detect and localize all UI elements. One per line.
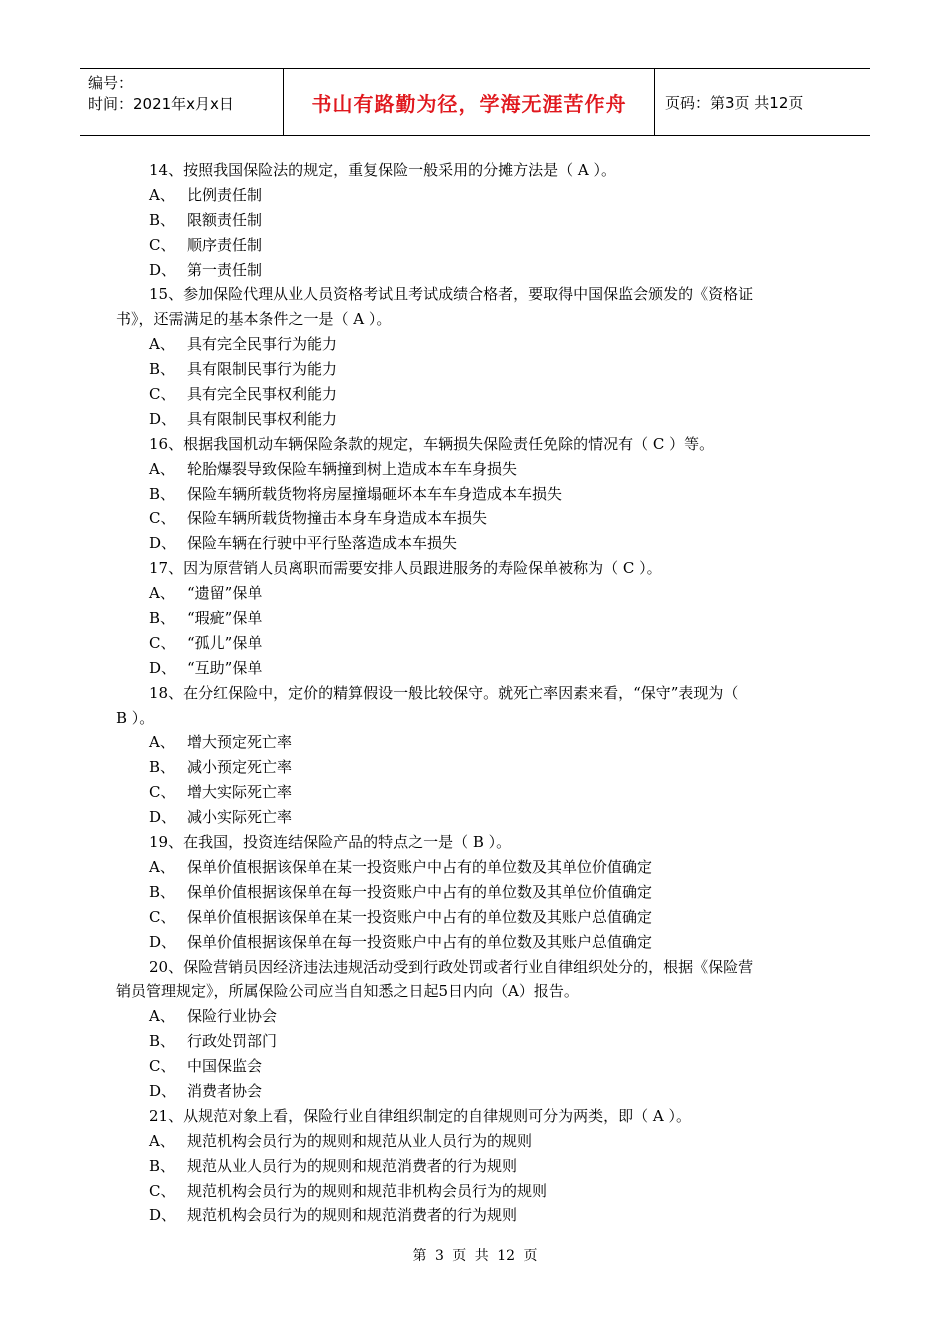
number-label: 编号： bbox=[88, 74, 134, 92]
option-text: “遗留”保单 bbox=[187, 584, 263, 603]
answer-option bbox=[116, 1129, 836, 1154]
option-text: 规范从业人员行为的规则和规范消费者的行为规则 bbox=[187, 1156, 518, 1175]
option-text: 规范机构会员行为的规则和规范消费者的行为规则 bbox=[187, 1206, 518, 1225]
option-label: A、 bbox=[149, 733, 175, 752]
option-text: 保单价值根据该保单在某一投资账户中占有的单位数及其单位价值确定 bbox=[187, 857, 653, 876]
answer-option bbox=[116, 1054, 836, 1079]
option-label: A、 bbox=[149, 335, 175, 354]
option-text: 保单价值根据该保单在每一投资账户中占有的单位数及其单位价值确定 bbox=[187, 882, 653, 901]
option-label: A、 bbox=[149, 185, 175, 204]
option-label: D、 bbox=[149, 932, 177, 951]
header-motto-cell bbox=[283, 69, 655, 135]
document-body bbox=[116, 158, 836, 1228]
option-text: 减小预定死亡率 bbox=[187, 758, 293, 777]
time-label: 时间：2021年x月x日 bbox=[88, 95, 234, 113]
answer-option bbox=[116, 482, 836, 507]
option-label: C、 bbox=[149, 1057, 176, 1076]
option-label: D、 bbox=[149, 409, 177, 428]
question-text: 17、因为原营销人员离职而需要安排人员跟进服务的寿险保单被称为（ C ）。 bbox=[149, 559, 662, 578]
answer-option bbox=[116, 880, 836, 905]
question-text: 15、参加保险代理从业人员资格考试且考试成绩合格者，要取得中国保监会颁发的《资格证 bbox=[149, 285, 754, 304]
option-label: B、 bbox=[149, 210, 176, 229]
option-label: D、 bbox=[149, 1081, 177, 1100]
option-label: A、 bbox=[149, 1007, 175, 1026]
question-text: 16、根据我国机动车辆保险条款的规定，车辆损失保险责任免除的情况有（ C ）等。 bbox=[149, 434, 715, 453]
answer-option bbox=[116, 606, 836, 631]
answer-option bbox=[116, 780, 836, 805]
option-text: 具有限制民事行为能力 bbox=[187, 360, 338, 379]
header-meta bbox=[80, 69, 283, 135]
option-text: 行政处罚部门 bbox=[187, 1032, 278, 1051]
answer-option bbox=[116, 631, 836, 656]
answer-option bbox=[116, 208, 836, 233]
option-label: A、 bbox=[149, 1131, 175, 1150]
option-text: 增大实际死亡率 bbox=[187, 783, 293, 802]
option-label: D、 bbox=[149, 1206, 177, 1225]
option-text: 减小实际死亡率 bbox=[187, 808, 293, 827]
option-text: 增大预定死亡率 bbox=[187, 733, 293, 752]
header-page-info-cell bbox=[655, 69, 870, 135]
option-label: D、 bbox=[149, 658, 177, 677]
answer-option bbox=[116, 1154, 836, 1179]
option-label: C、 bbox=[149, 783, 176, 802]
question-text: 21、从规范对象上看，保险行业自律组织制定的自律规则可分为两类，即（ A ）。 bbox=[149, 1106, 691, 1125]
answer-option bbox=[116, 506, 836, 531]
option-text: 第一责任制 bbox=[187, 260, 263, 279]
option-text: 限额责任制 bbox=[187, 210, 263, 229]
option-label: B、 bbox=[149, 484, 176, 503]
option-label: D、 bbox=[149, 260, 177, 279]
question-text: 14、按照我国保险法的规定，重复保险一般采用的分摊方法是（ A ）。 bbox=[149, 161, 616, 179]
answer-option bbox=[116, 905, 836, 930]
option-text: 顺序责任制 bbox=[187, 235, 263, 254]
option-label: B、 bbox=[149, 1032, 176, 1051]
answer-option bbox=[116, 581, 836, 606]
question-text: 19、在我国，投资连结保险产品的特点之一是（ B ）。 bbox=[149, 833, 512, 852]
question-text-continued: 书》，还需满足的基本条件之一是（ A ）。 bbox=[116, 310, 392, 329]
option-label: C、 bbox=[149, 509, 176, 528]
option-text: 规范机构会员行为的规则和规范非机构会员行为的规则 bbox=[187, 1181, 548, 1200]
answer-option bbox=[116, 382, 836, 407]
option-text: 保单价值根据该保单在每一投资账户中占有的单位数及其账户总值确定 bbox=[187, 932, 653, 951]
option-text: 比例责任制 bbox=[187, 185, 263, 204]
answer-option bbox=[116, 1079, 836, 1104]
option-label: B、 bbox=[149, 758, 176, 777]
option-label: C、 bbox=[149, 907, 176, 926]
option-text: 具有完全民事权利能力 bbox=[187, 385, 338, 404]
option-text: 具有完全民事行为能力 bbox=[187, 335, 338, 354]
answer-option bbox=[116, 930, 836, 955]
option-label: B、 bbox=[149, 1156, 176, 1175]
option-label: C、 bbox=[149, 235, 176, 254]
answer-option bbox=[116, 258, 836, 283]
option-text: 具有限制民事权利能力 bbox=[187, 409, 338, 428]
answer-option bbox=[116, 1029, 836, 1054]
header-page-info: 页码：第3页 共12页 bbox=[665, 93, 804, 112]
option-text: 保险车辆所载货物撞击本身车身造成本车损失 bbox=[187, 509, 488, 528]
answer-option bbox=[116, 805, 836, 830]
question-text-continued: B ）。 bbox=[116, 708, 155, 727]
answer-option bbox=[116, 407, 836, 432]
option-text: 中国保监会 bbox=[187, 1057, 263, 1076]
answer-option bbox=[116, 1203, 836, 1228]
question-text-continued: 销员管理规定》，所属保险公司应当自知悉之日起5日内向（A）报告。 bbox=[116, 982, 579, 1001]
header-motto: 书山有路勤为径，学海无涯苦作舟 bbox=[311, 91, 627, 116]
option-text: 保险行业协会 bbox=[187, 1007, 278, 1026]
page-footer: 第 3 页 共 12 页 bbox=[412, 1248, 538, 1264]
option-text: “孤儿”保单 bbox=[187, 633, 263, 652]
answer-option bbox=[116, 730, 836, 755]
answer-option bbox=[116, 1004, 836, 1029]
option-label: D、 bbox=[149, 534, 177, 553]
answer-option bbox=[116, 755, 836, 780]
question-text: 18、在分红保险中，定价的精算假设一般比较保守。就死亡率因素来看，“保守”表现为（ bbox=[149, 683, 739, 702]
option-label: C、 bbox=[149, 1181, 176, 1200]
question-text: 20、保险营销员因经济违法违规活动受到行政处罚或者行业自律组织处分的，根据《保险营 bbox=[149, 957, 754, 976]
option-text: 规范机构会员行为的规则和规范从业人员行为的规则 bbox=[187, 1131, 533, 1150]
option-text: 保险车辆在行驶中平行坠落造成本车损失 bbox=[187, 534, 458, 553]
answer-option bbox=[116, 1179, 836, 1204]
option-label: A、 bbox=[149, 459, 175, 478]
answer-option bbox=[116, 233, 836, 258]
answer-option bbox=[116, 457, 836, 482]
option-text: “瑕疵”保单 bbox=[187, 609, 263, 628]
option-label: A、 bbox=[149, 584, 175, 603]
option-label: C、 bbox=[149, 633, 176, 652]
option-label: B、 bbox=[149, 360, 176, 379]
option-label: B、 bbox=[149, 609, 176, 628]
option-text: “互助”保单 bbox=[187, 658, 263, 677]
option-label: C、 bbox=[149, 385, 176, 404]
option-text: 保单价值根据该保单在某一投资账户中占有的单位数及其账户总值确定 bbox=[187, 907, 653, 926]
answer-option bbox=[116, 656, 836, 681]
answer-option bbox=[116, 855, 836, 880]
answer-option bbox=[116, 531, 836, 556]
option-label: A、 bbox=[149, 857, 175, 876]
answer-option bbox=[116, 357, 836, 382]
option-text: 消费者协会 bbox=[187, 1081, 263, 1100]
answer-option bbox=[116, 332, 836, 357]
option-label: D、 bbox=[149, 808, 177, 827]
page-header bbox=[80, 68, 870, 136]
option-text: 保险车辆所载货物将房屋撞塌砸坏本车车身造成本车损失 bbox=[187, 484, 563, 503]
option-text: 轮胎爆裂导致保险车辆撞到树上造成本车车身损失 bbox=[187, 459, 518, 478]
answer-option bbox=[116, 183, 836, 208]
option-label: B、 bbox=[149, 882, 176, 901]
